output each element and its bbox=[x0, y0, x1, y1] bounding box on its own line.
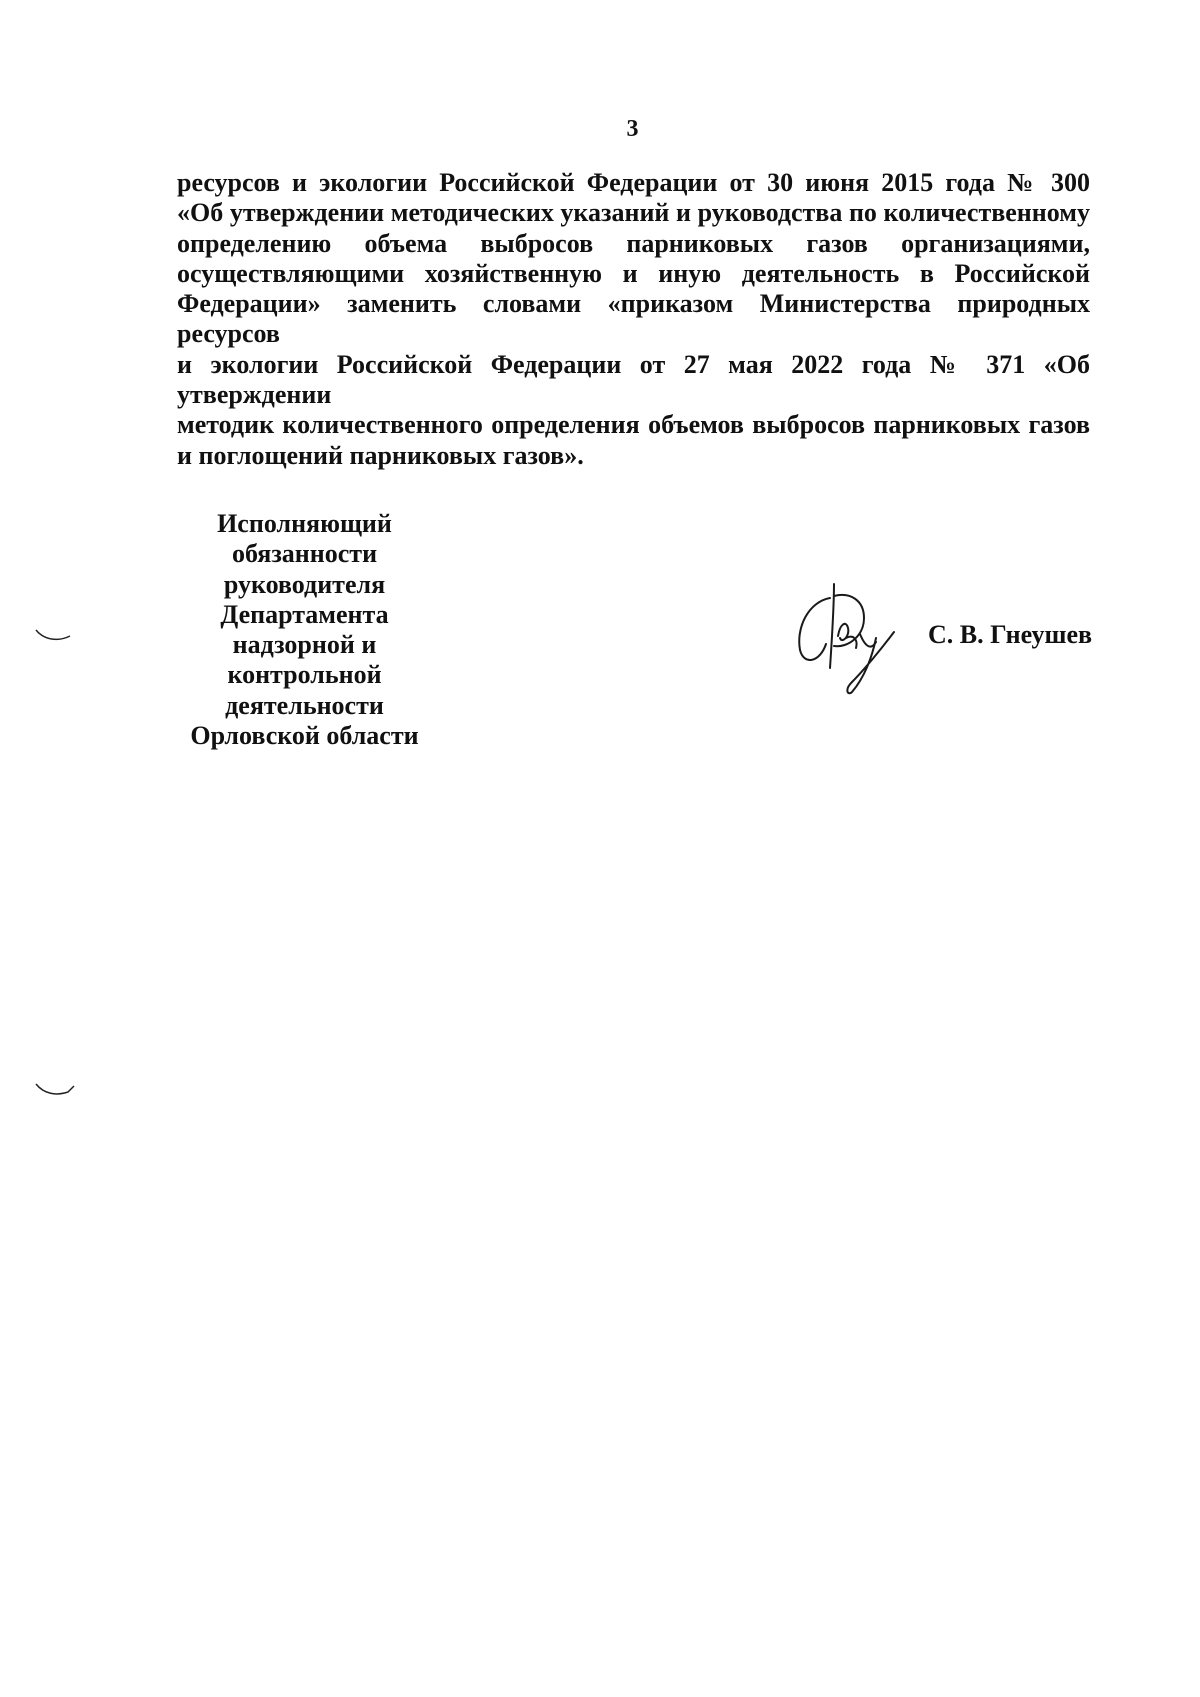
signer-title bbox=[177, 509, 432, 751]
body-line: определению объема выбросов парниковых газов организациями, bbox=[177, 228, 1090, 258]
body-line: «Об утверждении методических указаний и руководства по количественному bbox=[177, 198, 1090, 228]
handwritten-signature bbox=[790, 578, 900, 698]
signer-title-line: Орловской области bbox=[190, 721, 419, 751]
signer-title-line: Департамента bbox=[220, 599, 389, 629]
body-line: осуществляющими хозяйственную и иную деятельность в Российской bbox=[177, 258, 1090, 288]
body-line: методик количественного определения объемов выбросов парниковых газов bbox=[177, 410, 1090, 440]
signer-name: С. В. Гнеушев bbox=[928, 620, 1093, 649]
signer-title-line: руководителя bbox=[223, 569, 386, 599]
signer-title-line: надзорной и bbox=[232, 630, 377, 660]
body-text bbox=[177, 168, 1090, 471]
scan-artifact-mark bbox=[34, 626, 74, 646]
body-line: Федерации» заменить словами «приказом Министерства природных ресурсов bbox=[177, 289, 1090, 349]
body-line: и экологии Российской Федерации от 27 мая 2022 года № 371 «Об утверждении bbox=[177, 349, 1090, 410]
signer-title-line: контрольной bbox=[227, 660, 382, 690]
page-number: 3 bbox=[626, 116, 639, 142]
signer-title-line: Исполняющий bbox=[217, 509, 392, 538]
body-line: и поглощений парниковых газов». bbox=[177, 440, 584, 470]
signer-title-line: деятельности bbox=[225, 690, 384, 720]
body-line: ресурсов и экологии Российской Федерации от 30 июня 2015 года № 300 bbox=[177, 168, 1090, 197]
signer-title-line: обязанности bbox=[231, 539, 378, 569]
scan-artifact-mark bbox=[34, 1080, 82, 1102]
